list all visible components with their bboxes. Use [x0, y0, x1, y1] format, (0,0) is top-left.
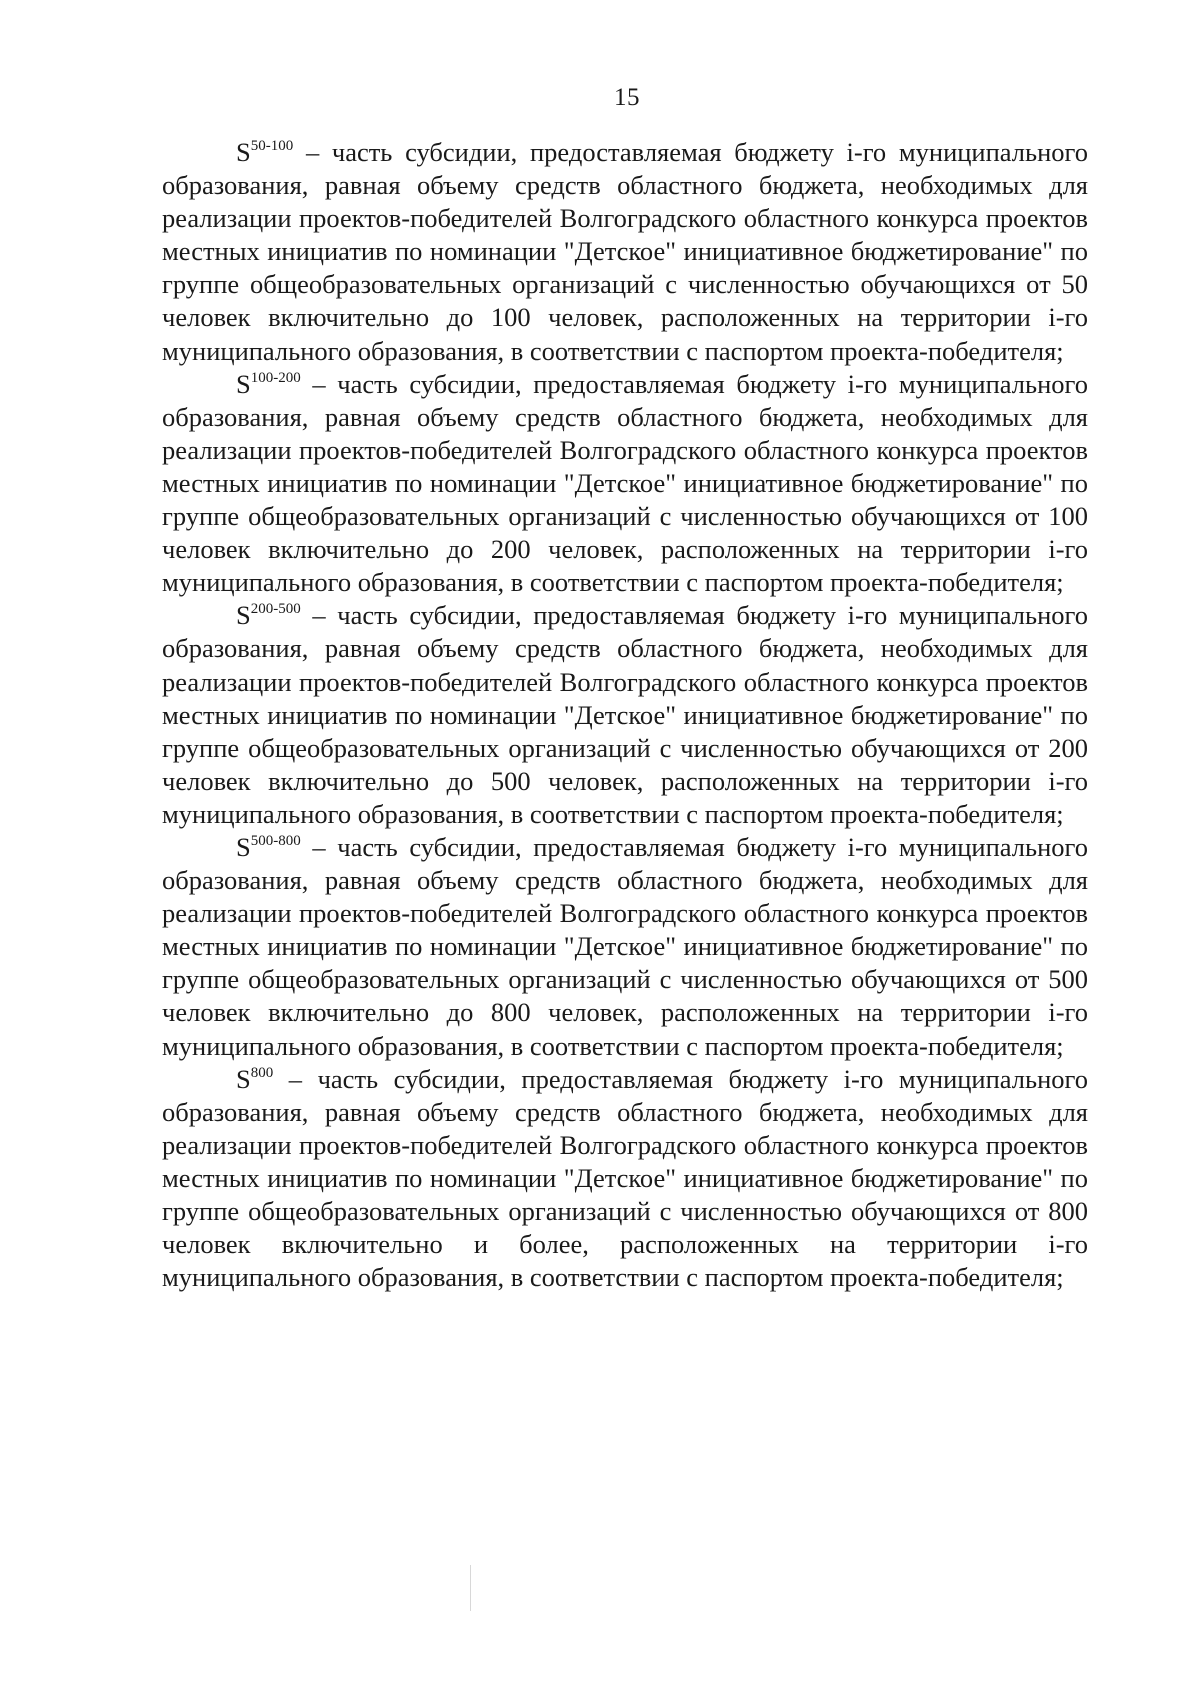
- paragraph-s800: [162, 1063, 1088, 1295]
- paragraph-text: – часть субсидии, предоставляемая бюджету i-го муниципального образования, равная объему средств областного бюджета, необходимых для реализации проектов-победителей Волгоградского областного конкурса проектов местных инициатив по номинации "Детское" инициативное бюджетирование" по группе общеобразовательных организаций с численностью обучающихся от 500 человек включительно до 800 человек, расположенных на территории i-го муниципального образования, в соответствии с паспортом проекта-победителя;: [162, 831, 1088, 1061]
- symbol-superscript: 200-500: [250, 601, 301, 618]
- symbol-letter: S: [236, 1063, 251, 1094]
- subsidy-symbol: [236, 369, 301, 399]
- paragraph-text: – часть субсидии, предоставляемая бюджету i-го муниципального образования, равная объему средств областного бюджета, необходимых для реализации проектов-победителей Волгоградского областного конкурса проектов местных инициатив по номинации "Детское" инициативное бюджетирование" по группе общеобразовательных организаций с численностью обучающихся от 50 человек включительно до 100 человек, расположенных на территории i-го муниципального образования, в соответствии с паспортом проекта-победителя;: [162, 137, 1088, 366]
- paragraph-text: – часть субсидии, предоставляемая бюджету i-го муниципального образования, равная объему средств областного бюджета, необходимых для реализации проектов-победителей Волгоградского областного конкурса проектов местных инициатив по номинации "Детское" инициативное бюджетирование" по группе общеобразовательных организаций с численностью обучающихся от 100 человек включительно до 200 человек, расположенных на территории i-го муниципального образования, в соответствии с паспортом проекта-победителя;: [162, 368, 1088, 598]
- subsidy-symbol: [236, 600, 301, 630]
- subsidy-symbol: [236, 137, 293, 167]
- page-number: 15: [614, 84, 640, 111]
- paragraph-text: – часть субсидии, предоставляемая бюджету i-го муниципального образования, равная объему средств областного бюджета, необходимых для реализации проектов-победителей Волгоградского областного конкурса проектов местных инициатив по номинации "Детское" инициативное бюджетирование" по группе общеобразовательных организаций с численностью обучающихся от 800 человек включительно и более, расположенных на территории i-го муниципального образования, в соответствии с паспортом проекта-победителя;: [162, 1063, 1088, 1293]
- symbol-letter: S: [236, 831, 251, 862]
- symbol-superscript: 800: [250, 1064, 274, 1081]
- symbol-superscript: 50-100: [250, 138, 294, 154]
- subsidy-symbol: [236, 832, 301, 862]
- symbol-letter: S: [236, 137, 251, 167]
- paragraph-s100-200: [162, 368, 1088, 600]
- symbol-letter: S: [236, 600, 251, 631]
- scan-artifact-line: [470, 1565, 471, 1611]
- paragraph-s200-500: [162, 599, 1088, 831]
- symbol-letter: S: [236, 368, 251, 399]
- symbol-superscript: 100-200: [250, 369, 301, 386]
- paragraph-s50-100: [162, 136, 1088, 368]
- paragraph-text: – часть субсидии, предоставляемая бюджету i-го муниципального образования, равная объему средств областного бюджета, необходимых для реализации проектов-победителей Волгоградского областного конкурса проектов местных инициатив по номинации "Детское" инициативное бюджетирование" по группе общеобразовательных организаций с численностью обучающихся от 200 человек включительно до 500 человек, расположенных на территории i-го муниципального образования, в соответствии с паспортом проекта-победителя;: [162, 600, 1088, 829]
- subsidy-symbol: [236, 1064, 273, 1094]
- document-body: [162, 136, 1088, 1294]
- symbol-superscript: 500-800: [250, 832, 301, 849]
- paragraph-s500-800: [162, 831, 1088, 1063]
